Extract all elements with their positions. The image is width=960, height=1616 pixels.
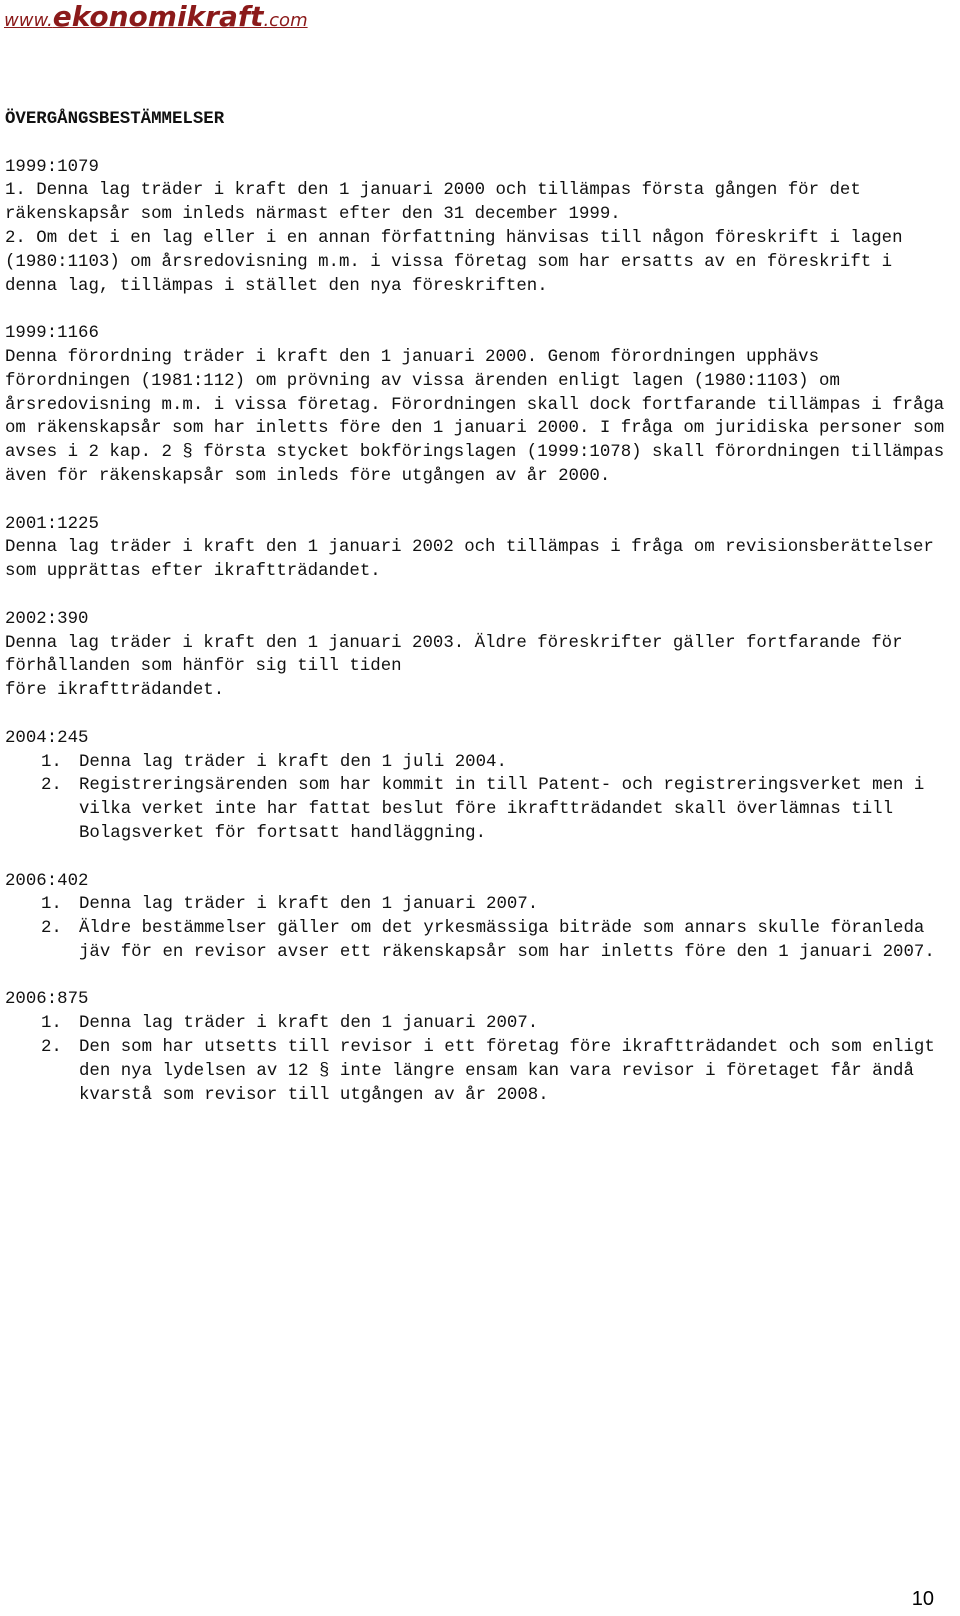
list-item-text: Denna lag träder i kraft den 1 juli 2004.	[79, 752, 507, 772]
section-2001-1225	[5, 513, 950, 584]
list-item-text: Registreringsärenden som har kommit in till Patent- och registreringsverket men i vilka verket inte har fattat beslut före ikraftträdandet skall överlämnas till Bolagsverket för fortsatt handläggning.	[79, 776, 925, 843]
numbered-list	[5, 751, 950, 846]
section-2006-402	[5, 870, 950, 965]
section-2002-390	[5, 608, 950, 703]
site-link-brand: ekonomikraft	[52, 0, 264, 33]
section-id: 2004:245	[5, 728, 89, 748]
list-item-text: Denna lag träder i kraft den 1 januari 2007.	[79, 895, 539, 915]
list-item	[41, 893, 950, 917]
numbered-list	[5, 893, 950, 964]
section-id: 2006:402	[5, 871, 89, 891]
section-id: 2001:1225	[5, 514, 99, 534]
site-link-suffix: .com	[263, 10, 308, 31]
paragraph: Denna lag träder i kraft den 1 januari 2002 och tillämpas i fråga om revisionsberättelser som upprättas efter ikraftträdandet.	[5, 538, 934, 582]
numbered-list	[5, 1012, 950, 1107]
list-item-number: 2.	[41, 776, 62, 796]
paragraph: Denna lag träder i kraft den 1 januari 2003. Äldre föreskrifter gäller fortfarande för förhållanden som hänför sig till tiden	[5, 633, 903, 677]
section-2006-875	[5, 988, 950, 1107]
section-id: 2006:875	[5, 990, 89, 1010]
list-item-number: 2.	[41, 1038, 62, 1058]
section-id: 2002:390	[5, 609, 89, 629]
list-item-number: 1.	[41, 752, 62, 772]
paragraph: 1. Denna lag träder i kraft den 1 januari 2000 och tillämpas första gången för det räkenskapsår som inleds närmast efter den 31 december 1999.	[5, 181, 861, 225]
section-heading: ÖVERGÅNGSBESTÄMMELSER	[5, 110, 225, 129]
list-item-number: 1.	[41, 1014, 62, 1034]
list-item	[41, 774, 950, 845]
list-item-number: 2.	[41, 919, 62, 939]
site-link-prefix: www.	[4, 10, 53, 31]
section-2004-245	[5, 727, 950, 846]
section-id: 1999:1079	[5, 157, 99, 177]
document-body	[5, 108, 950, 1131]
list-item	[41, 751, 950, 775]
section-id: 1999:1166	[5, 324, 99, 344]
list-item	[41, 917, 950, 965]
list-item-text: Den som har utsetts till revisor i ett företag före ikraftträdandet och som enligt den nya lydelsen av 12 § inte längre ensam kan vara revisor i företaget får ändå kvarstå som revisor till utgången av år 2008.	[79, 1038, 935, 1105]
paragraph: före ikraftträdandet.	[5, 681, 225, 701]
paragraph: Denna förordning träder i kraft den 1 januari 2000. Genom förordningen upphävs förordningen (1981:112) om prövning av vissa ärenden enligt lagen (1980:1103) om årsredovisning m.m. i vissa företag. Förordningen skall dock fortfarande tillämpas i fråga om räkenskapsår som har inletts före den 1 januari 2000. I fråga om juridiska personer som avses i 2 kap. 2 § första stycket bokföringslagen (1999:1078) skall förordningen tillämpas även för räkenskapsår som inleds före utgången av år 2000.	[5, 347, 945, 486]
page-number: 10	[911, 1588, 934, 1610]
list-item-text: Denna lag träder i kraft den 1 januari 2007.	[79, 1014, 539, 1034]
list-item	[41, 1036, 950, 1107]
section-1999-1079	[5, 156, 950, 299]
list-item-number: 1.	[41, 895, 62, 915]
section-1999-1166	[5, 322, 950, 489]
list-item-text: Äldre bestämmelser gäller om det yrkesmässiga biträde som annars skulle föranleda jäv för en revisor avser ett räkenskapsår som har inletts före den 1 januari 2007.	[79, 919, 935, 962]
paragraph: 2. Om det i en lag eller i en annan författning hänvisas till någon föreskrift i lagen (1980:1103) om årsredovisning m.m. i vissa företag som har ersatts av en föreskrift i denna lag, tillämpas i stället den nya föreskriften.	[5, 228, 903, 296]
list-item	[41, 1012, 950, 1036]
site-link[interactable]	[4, 2, 308, 36]
